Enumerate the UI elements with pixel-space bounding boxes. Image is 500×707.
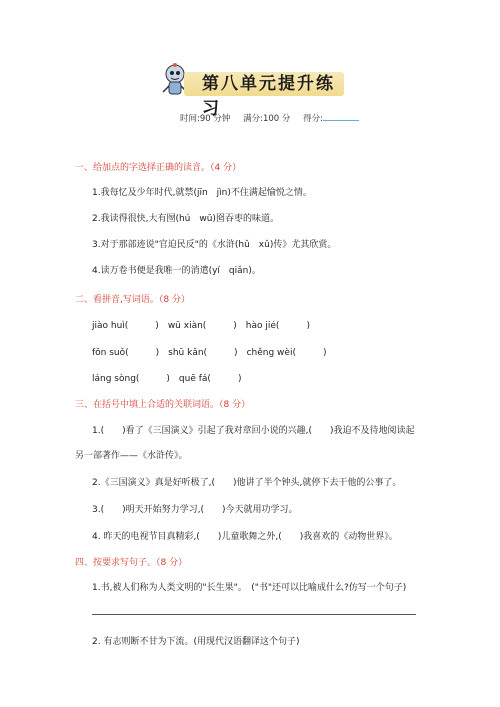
section-3-line-2: 2.《三国演义》真是好听极了,( )他讲了半个钟头,就停下去干他的公事了。 [92,478,402,488]
section-1-line-2: 2.我读得很快,大有囫(hú wū)囵吞枣的味道。 [92,214,279,224]
score-total: 满分:100 分 [243,114,291,124]
section-1-line-3: 3.对于那部迹说"官迫民反"的《水浒(hǔ xǔ)传》尤其欣赏。 [92,240,337,250]
page-title: 第八单元提升练习 [202,74,335,119]
section-3-line-1-cont: 另一部著作——《水浒传》。 [75,451,188,461]
section-1-line-1: 1.我每忆及少年时代,就禁(jīn jìn)不住满起愉悦之情。 [92,188,312,198]
section-1-line-4: 4.读万卷书便是我唯一的消遣(yí qiǎn)。 [92,266,261,276]
section-4-title: 四、按要求写句子。（8 分） [75,558,188,568]
answer-line[interactable] [92,614,416,615]
score-label: 得分: [303,114,369,124]
section-2-line-2: fǒn suǒ( ) shū kǎn( ) chěng wèi( ) [92,348,327,358]
section-2-title: 二、看拼音,写词语。（8 分） [75,295,190,305]
section-2-line-1: jiào huì( ) wū xiàn( ) hào jié( ) [92,321,310,331]
score-blank[interactable] [323,111,359,121]
section-3-line-1: 1.( )看了《三国演义》引起了我对章回小说的兴趣,( )我迫不及待地阅读起 [92,426,415,436]
section-4-line-2: 2. 有志则断不甘为下流。(用现代汉语翻译这个句子) [92,637,300,647]
section-3-line-3: 3.( )明天开始努力学习,( )今天就用功学习。 [92,505,298,515]
section-4-line-1: 1.书,被人们称为人类文明的"长生果"。 ("书"还可以比喻成什么?仿写一个句子) [92,583,407,593]
exam-meta [180,111,379,124]
section-3-line-4: 4. 昨天的电视节目真精彩,( )儿童歌舞之外,( )我喜欢的《动物世界》。 [92,532,398,542]
section-3-title: 三、在括号中填上合适的关联词语。（8 分） [75,400,251,410]
section-1-title: 一、给加点的字选择正确的读音。（4 分） [75,163,242,173]
time-info: 时间:90 分钟 [180,114,231,124]
section-2-line-3: láng sòng( ) quē fá( ) [92,374,242,384]
